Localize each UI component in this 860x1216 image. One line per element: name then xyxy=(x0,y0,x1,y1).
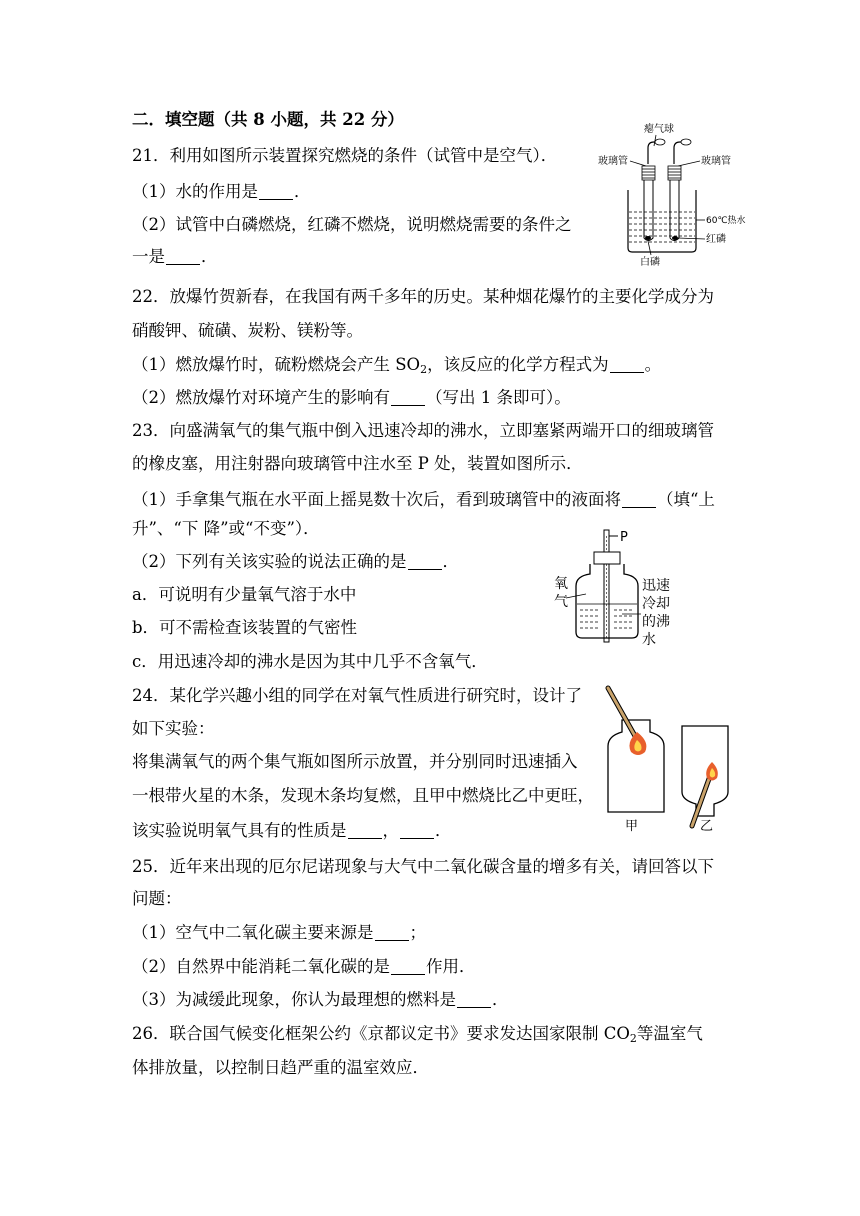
q23-part2: （2）下列有关该实验的说法正确的是 ． xyxy=(132,552,459,571)
label-oxygen-2: 气 xyxy=(554,594,568,610)
q25-stem-line1: 25．近年来出现的厄尔尼诺现象与大气中二氧化碳含量的增多有关，请回答以下 xyxy=(132,857,714,876)
q24-two-bottles-figure xyxy=(598,684,738,834)
q23-option-a: a．可说明有少量氧气溶于水中 xyxy=(132,585,357,604)
q23-part1: （1）手拿集气瓶在水平面上摇晃数十次后，看到玻璃管中的液面将 （填“上 xyxy=(132,490,715,509)
q22-part2: （2）燃放爆竹对环境产生的影响有 （写出 1 条即可）。 xyxy=(132,388,571,407)
label-white-phosphorus: 白磷 xyxy=(640,257,660,268)
answer-blank[interactable] xyxy=(375,924,409,941)
q24-stem-line4: 一根带火星的木条，发现木条均复燃，且甲中燃烧比乙中更旺， xyxy=(132,786,594,805)
q24-stem-line5: 该实验说明氧气具有的性质是 ， ． xyxy=(132,821,452,840)
q21-part2-line1: （2）试管中白磷燃烧，红磷不燃烧，说明燃烧需要的条件之 xyxy=(132,215,572,234)
q26-stem-line2: 体排放量，以控制日趋严重的温室效应． xyxy=(132,1058,429,1077)
q25-part1: （1）空气中二氧化碳主要来源是 ； xyxy=(132,923,426,942)
label-hot-water: 60℃热水 xyxy=(706,216,746,226)
q25-part2: （2）自然界中能消耗二氧化碳的是 作用． xyxy=(132,957,476,976)
section-title: 二．填空题（共 8 小题，共 22 分） xyxy=(132,110,404,129)
q21-stem: 21．利用如图所示装置探究燃烧的条件（试管中是空气）． xyxy=(132,146,558,165)
answer-blank[interactable] xyxy=(259,183,293,200)
answer-blank[interactable] xyxy=(622,491,656,508)
answer-blank[interactable] xyxy=(400,822,434,839)
q23-option-c: c．用迅速冷却的沸水是因为其中几乎不含氧气． xyxy=(132,652,488,671)
q26-stem-line1: 26．联合国气候变化框架公约《京都议定书》要求发达国家限制 $CO_2$等温室气 xyxy=(132,1024,703,1045)
answer-blank[interactable] xyxy=(457,991,491,1008)
q24-stem-line1: 24．某化学兴趣小组的同学在对氧气性质进行研究时，设计了 xyxy=(132,686,582,705)
answer-blank[interactable] xyxy=(408,553,442,570)
label-water-1: 迅速 xyxy=(642,578,670,594)
label-water-4: 水 xyxy=(642,632,656,648)
q22-part1: （1）燃放爆竹时，硫粉燃烧会产生 $SO_2$，该反应的化学方程式为 。 xyxy=(132,355,662,376)
q23-part1-line2: 升”、“下 降”或“不变”）． xyxy=(132,519,320,538)
label-water-3: 的沸 xyxy=(642,614,670,630)
label-red-phosphorus: 红磷 xyxy=(706,234,726,245)
q21-part1: （1）水的作用是 ． xyxy=(132,182,311,201)
answer-blank[interactable] xyxy=(391,958,425,975)
label-glass-tube-right: 玻璃管 xyxy=(701,156,731,167)
q22-stem-line1: 22．放爆竹贺新春，在我国有两千多年的历史。某种烟花爆竹的主要化学成分为 xyxy=(132,287,714,306)
q25-stem-line2: 问题： xyxy=(132,889,182,908)
q23-option-b: b．可不需检查该装置的气密性 xyxy=(132,618,358,637)
q22-stem-line2: 硝酸钾、硫磺、炭粉、镁粉等。 xyxy=(132,321,363,340)
label-p: P xyxy=(620,530,628,545)
q23-stem-line2: 的橡皮塞，用注射器向玻璃管中注水至 P 处，装置如图所示． xyxy=(132,454,583,473)
label-bottle-yi: 乙 xyxy=(700,819,714,834)
q21-combustion-apparatus-figure xyxy=(596,118,746,270)
q25-part3: （3）为减缓此现象，你认为最理想的燃料是 ． xyxy=(132,990,509,1009)
label-glass-tube-left: 玻璃管 xyxy=(598,156,628,167)
q23-oxygen-bottle-figure xyxy=(548,524,688,664)
q24-stem-line2: 如下实验： xyxy=(132,719,215,738)
label-bottle-jia: 甲 xyxy=(625,819,639,834)
q21-part2-line2: 一是 ． xyxy=(132,247,218,266)
label-balloon: 瘪气球 xyxy=(644,124,674,135)
label-oxygen-1: 氧 xyxy=(554,576,568,592)
answer-blank[interactable] xyxy=(166,248,200,265)
answer-blank[interactable] xyxy=(348,822,382,839)
q24-stem-line3: 将集满氧气的两个集气瓶如图所示放置，并分别同时迅速插入 xyxy=(132,752,578,771)
answer-blank[interactable] xyxy=(610,356,644,373)
q23-stem-line1: 23．向盛满氧气的集气瓶中倒入迅速冷却的沸水，立即塞紧两端开口的细玻璃管 xyxy=(132,421,714,440)
label-water-2: 冷却 xyxy=(642,596,670,612)
answer-blank[interactable] xyxy=(391,389,425,406)
